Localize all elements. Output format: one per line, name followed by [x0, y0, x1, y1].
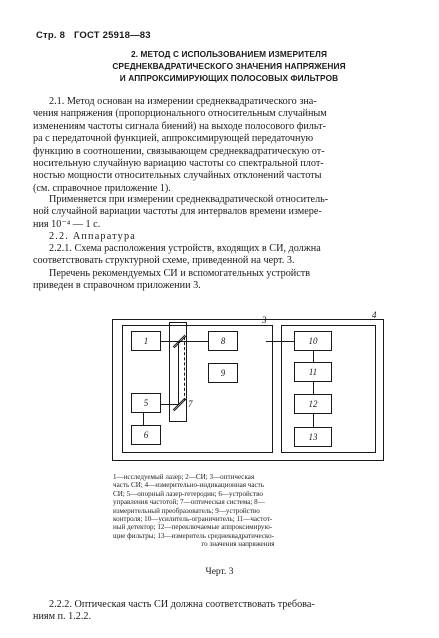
section-title [70, 48, 388, 84]
text-line: Применяется при измерении среднеквадратической относитель- [49, 194, 329, 205]
text-line: (см. справочное приложение 1). [33, 182, 171, 194]
legend-line: щие фильтры; 13—измеритель среднеквадратическо- [113, 531, 274, 540]
page-header [36, 30, 157, 41]
text-line: ностью мощности относительных случайных отклонений частоты [33, 170, 322, 182]
line-10-11 [313, 351, 314, 362]
block-9-control: 9 [208, 363, 238, 383]
label-4: 4 [372, 310, 377, 320]
block-11-detector: 11 [294, 362, 332, 382]
legend-line: го значения напряжения [201, 540, 275, 549]
text-line: приведен в справочном приложении 3. [33, 280, 201, 292]
text-line: функцию в соотношении, связывающем среднеквадратическую от- [33, 145, 325, 157]
text-line: 2.2.1. Схема расположения устройств, входящих в СИ, должна [49, 243, 321, 254]
block-diagram [112, 310, 384, 461]
block-1-laser: 1 [131, 331, 161, 351]
text-line: Перечень рекомендуемых СИ и вспомогательных устройств [49, 268, 311, 279]
text-line: 2.2. Аппаратура [49, 231, 136, 242]
beam-splitter-icons [170, 329, 188, 424]
paragraph-2-2-2 [33, 599, 411, 624]
block-6-frequency-control: 6 [131, 425, 161, 445]
text-line: ной случайной вариации частоты для интервалов времени измере- [33, 206, 322, 218]
block-5-reference-laser: 5 [131, 393, 161, 413]
block-8-converter: 8 [208, 331, 238, 351]
section-title-line: СРЕДНЕКВАДРАТИЧЕСКОГО ЗНАЧЕНИЯ НАПРЯЖЕНИЯ [112, 61, 346, 71]
page-number: Стр. 8 [36, 30, 66, 41]
text-line: чения напряжения (пропорционального относительным случайным [33, 108, 327, 120]
line-11-12 [313, 382, 314, 394]
block-13-meter: 13 [294, 427, 332, 447]
text-line: ра с передаточной функцией, аппроксимирующей передаточную [33, 133, 314, 145]
block-12-filters: 12 [294, 394, 332, 414]
text-line: ниям п. 1.2.2. [33, 611, 92, 623]
paragraph-list [33, 268, 411, 293]
paragraph-2-2 [33, 231, 411, 243]
block-10-amplifier: 10 [294, 331, 332, 351]
paragraph-2-1 [33, 96, 411, 195]
label-7: 7 [188, 399, 193, 409]
text-line: соответствовать структурной схеме, приведенной на черт. 3. [33, 255, 295, 267]
legend-line: СИ; 5—опорный лазер-гетеродин; 6—устройство [113, 489, 263, 498]
legend-line: управления частотой; 7—оптическая система; 8— [113, 498, 265, 507]
section-title-line: 2. МЕТОД С ИСПОЛЬЗОВАНИЕМ ИЗМЕРИТЕЛЯ [130, 49, 328, 59]
text-line: 2.2.2. Оптическая часть СИ должна соответствовать требова- [49, 599, 315, 610]
line-12-13 [313, 414, 314, 427]
text-line: носительную случайную вариацию частоты со спектральной плот- [33, 158, 324, 170]
diagram-legend [113, 473, 363, 549]
legend-line: часть СИ; 4—измерительно-индикационная часть [113, 481, 265, 490]
standard-code: ГОСТ 25918—83 [73, 30, 151, 41]
paragraph-2-2-1 [33, 243, 411, 268]
text-line: изменениям частоты сигнала биений) на выходе полосового фильт- [33, 120, 326, 132]
figure-caption: Черт. 3 [205, 567, 234, 577]
label-3: 3 [262, 315, 267, 325]
legend-line: ный детектор; 12—переключаемые аппроксимирую- [113, 523, 273, 532]
legend-line: 1—исследуемый лазер; 2—СИ; 3—оптическая [113, 473, 255, 481]
text-line: ния 10⁻⁴ — 1 с. [33, 218, 101, 230]
legend-line: измерительный преобразователь; 9—устройство [113, 506, 260, 515]
legend-line: контроля; 10—усилитель-ограничитель; 11—частот- [113, 515, 273, 524]
line-5-6 [143, 413, 144, 425]
text-line: 2.1. Метод основан на измерении среднеквадратического зна- [49, 96, 317, 107]
line-8-10 [266, 341, 296, 342]
section-title-line: И АППРОКСИМИРУЮЩИХ ПОЛОСОВЫХ ФИЛЬТРОВ [119, 73, 339, 83]
paragraph-applied [33, 194, 411, 231]
